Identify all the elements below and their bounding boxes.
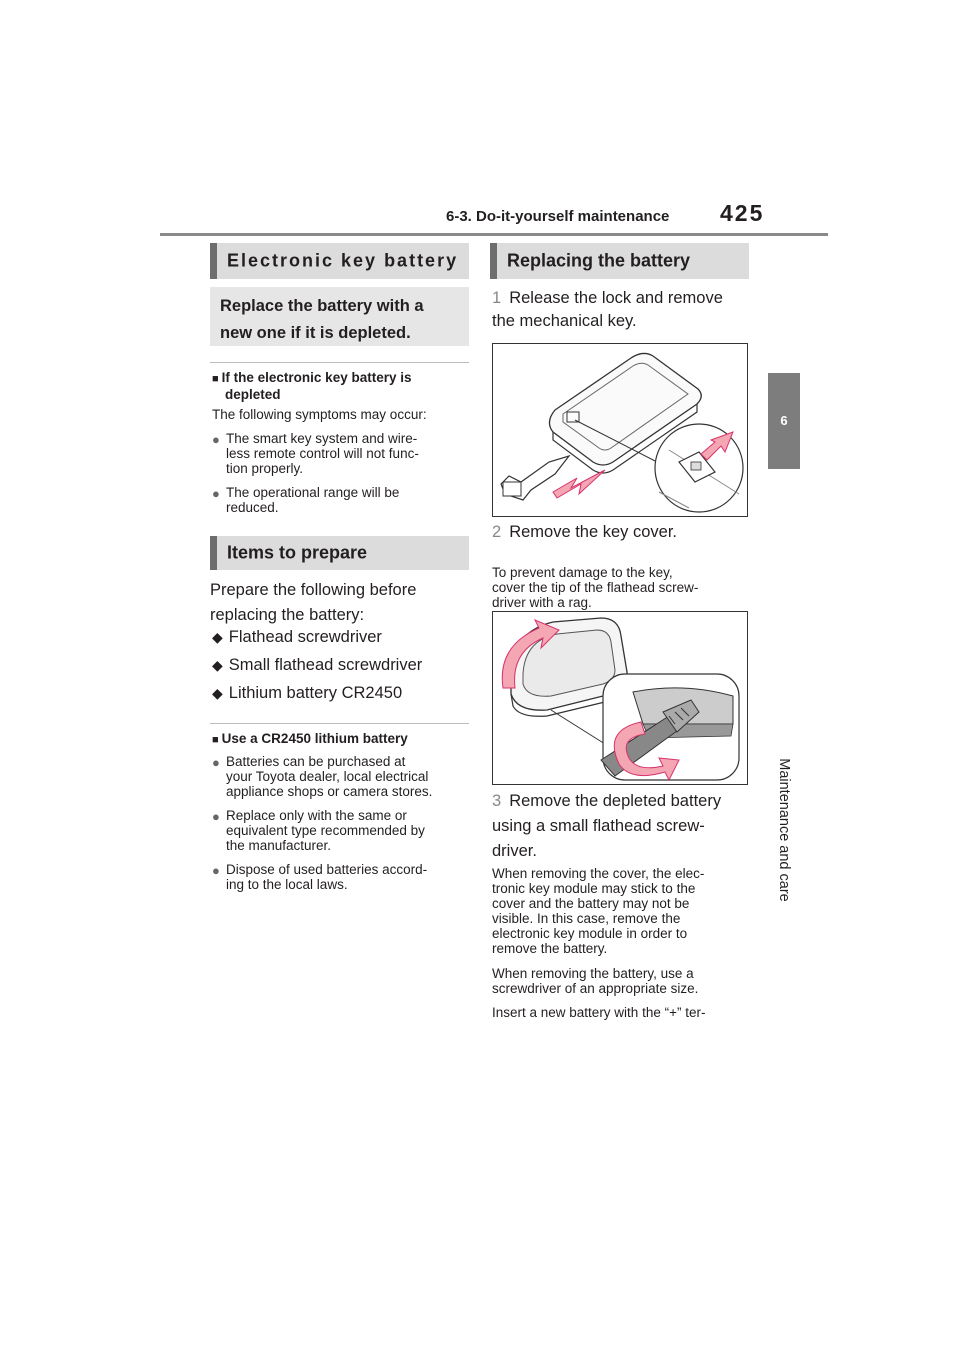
step-line: the mechanical key. [492,312,637,330]
step-line: driver. [492,842,537,860]
bullet-dot-icon: ● [212,432,220,447]
bullet-line: equivalent type recommended by [226,823,425,838]
item-label: Small flathead screwdriver [228,656,423,674]
lead-box [210,287,469,346]
section-title-text: Items to prepare [227,542,368,563]
para-line: screwdriver of an appropriate size. [492,981,699,996]
step-line: Release the lock and remove [509,289,723,307]
bullet-line: appliance shops or camera stores. [226,784,433,799]
diamond-bullet-icon: ◆ [212,629,223,645]
step-1 [492,287,772,333]
step-line: Remove the key cover. [509,523,678,541]
lead-line: Replace the battery with a [220,297,424,315]
lead-line: new one if it is depleted. [220,324,411,342]
note-heading-cr2450 [212,731,408,748]
bullet-dot-icon: ● [212,863,220,878]
note-heading-depleted [212,370,470,402]
item-small-flathead-screwdriver [212,656,422,675]
bullet-line: The operational range will be [226,485,400,500]
step-3-para-3 [492,1005,750,1020]
bullet-dot-icon: ● [212,486,220,501]
step-number: 3 [492,792,502,810]
section-title-text: Electronic key battery [227,250,459,271]
section-title-items-to-prepare [210,536,469,570]
bullet-line: Batteries can be purchased at [226,754,406,769]
para-line: remove the battery. [492,941,608,956]
note-bullet [212,485,484,515]
bullet-dot-icon: ● [212,755,220,770]
para-line: electronic key module in order to [492,926,688,941]
bullet-line: Replace only with the same or [226,808,407,823]
section-title-replacing-battery [490,243,749,279]
item-lithium-battery [212,684,402,703]
note-line: To prevent damage to the key, [492,565,673,580]
item-flathead-screwdriver [212,628,382,647]
note-intro: The following symptoms may occur: [212,407,427,422]
para-line: When removing the cover, the elec- [492,866,705,881]
diamond-bullet-icon: ◆ [212,657,223,673]
para-line: visible. In this case, remove the [492,911,681,926]
step-3 [492,789,772,864]
para-line: tronic key module may stick to the [492,881,696,896]
note-heading-line: depleted [225,387,281,402]
note-divider [210,362,469,363]
chapter-title-text: Maintenance and care [776,758,792,902]
note-divider [210,723,469,724]
note-bullet [212,808,484,853]
bullet-dot-icon: ● [212,809,220,824]
header-rule [160,233,828,236]
note-heading-line: Use a CR2450 lithium battery [221,731,408,746]
square-bullet-icon: ■ [212,734,219,746]
step-2 [492,521,772,544]
items-intro [210,578,470,628]
para-line: When removing the battery, use a [492,966,694,981]
items-intro-line: replacing the battery: [210,606,365,624]
step-line: using a small flathead screw- [492,817,705,835]
bullet-line: ing to the local laws. [226,877,348,892]
step-3-para-2 [492,966,750,996]
step-3-para-1 [492,866,750,956]
step-line: Remove the depleted battery [509,792,722,810]
section-header: 6-3. Do-it-yourself maintenance [446,208,670,225]
bullet-line: The smart key system and wire- [226,431,418,446]
note-bullet [212,431,484,476]
para-line: cover and the battery may not be [492,896,690,911]
diamond-bullet-icon: ◆ [212,685,223,701]
chapter-title [772,745,796,915]
note-line: cover the tip of the flathead screw- [492,580,699,595]
figure-remove-key-cover [492,611,748,785]
note-bullet [212,862,484,892]
chapter-number: 6 [780,413,788,428]
item-label: Flathead screwdriver [228,628,382,646]
bullet-line: your Toyota dealer, local electrical [226,769,429,784]
note-line: driver with a rag. [492,595,592,610]
step-number: 1 [492,289,502,307]
item-label: Lithium battery CR2450 [228,684,403,702]
bullet-line: the manufacturer. [226,838,332,853]
key-cover-illustration [493,612,747,784]
bullet-line: Dispose of used batteries accord- [226,862,428,877]
items-intro-line: Prepare the following before [210,581,417,599]
step-number: 2 [492,523,502,541]
para-line: Insert a new battery with the “+” ter- [492,1005,706,1020]
bullet-line: less remote control will not func- [226,446,419,461]
note-heading-line: If the electronic key battery is [221,370,412,385]
figure-remove-mechanical-key [492,343,748,517]
section-title-text: Replacing the battery [507,250,691,271]
section-title-electronic-key-battery [210,243,469,279]
square-bullet-icon: ■ [212,373,219,385]
chapter-tab [768,373,800,469]
step-2-note [492,565,750,610]
page-number: 425 [720,200,765,226]
key-fob-illustration [493,344,747,516]
bullet-line: tion properly. [226,461,304,476]
note-bullet [212,754,484,799]
bullet-line: reduced. [226,500,279,515]
